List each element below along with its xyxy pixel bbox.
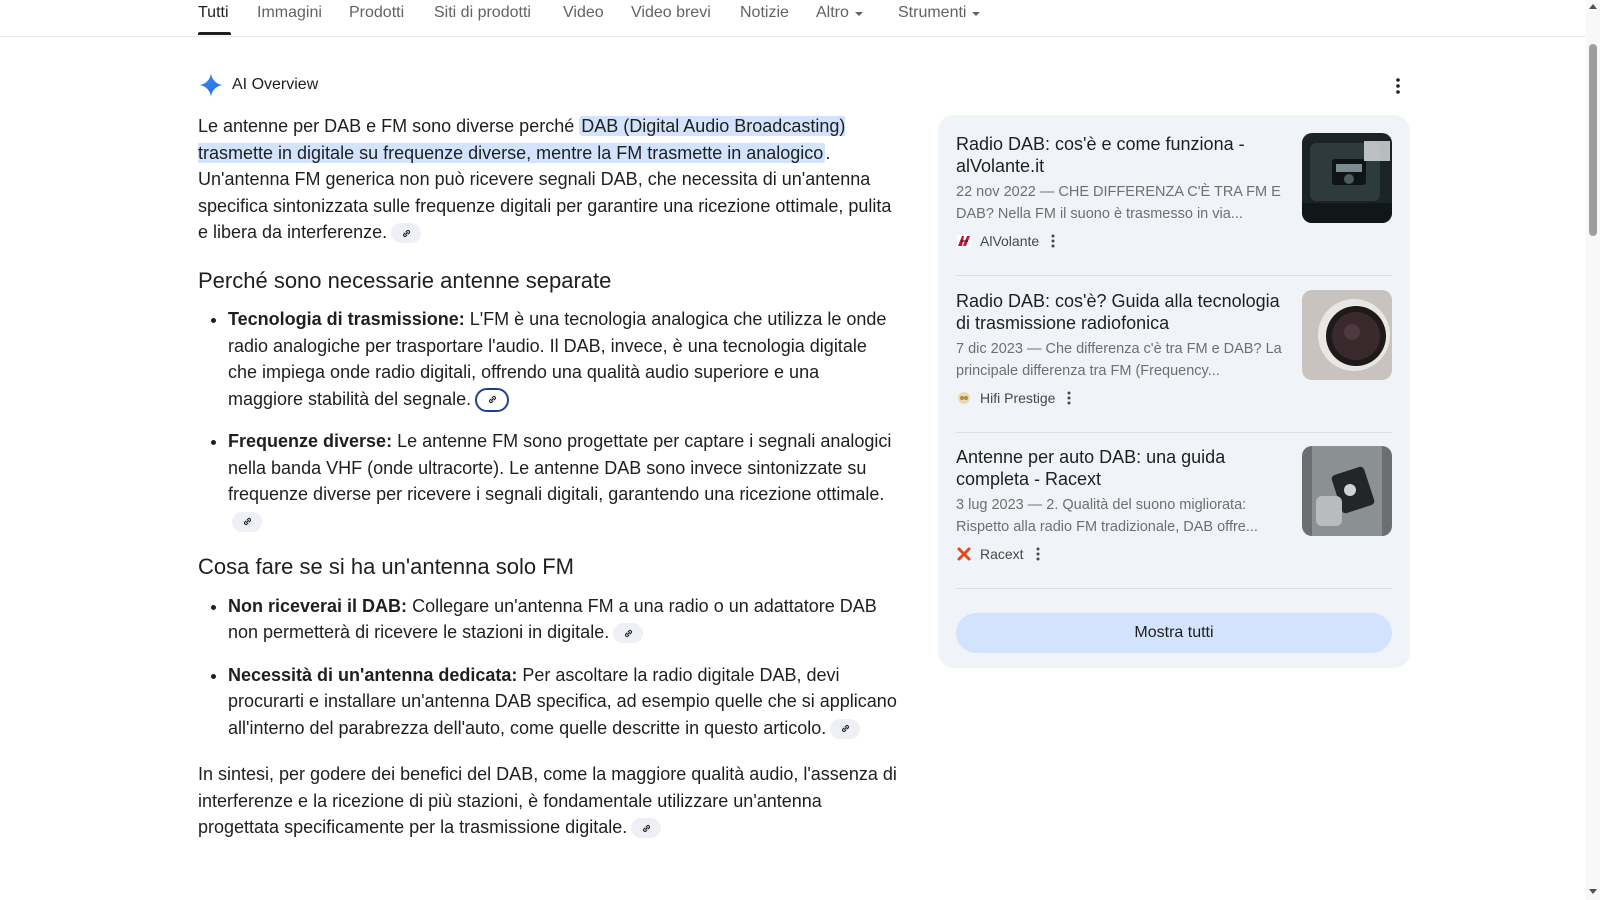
speaker-image-icon [1302, 290, 1392, 380]
link-icon [840, 723, 851, 734]
show-all-button[interactable]: Mostra tutti [956, 613, 1392, 653]
tab-all[interactable] [198, 4, 229, 22]
gemini-sparkle-icon [198, 72, 224, 98]
intro-text: Le antenne per DAB e FM sono diverse perché [198, 116, 580, 136]
source-site-name: Hifi Prestige [980, 390, 1056, 406]
scroll-up-arrow-icon[interactable] [1589, 4, 1597, 9]
sources-panel [938, 115, 1410, 668]
list-item [228, 306, 898, 412]
source-snippet: 3 lug 2023 — 2. Qualità del suono migliorata: Rispetto alla radio FM tradizionale, DAB offre... [956, 497, 1258, 535]
source-card[interactable] [956, 272, 1392, 432]
source-thumbnail[interactable] [1302, 290, 1392, 380]
intro-paragraph [198, 113, 898, 246]
source-site [956, 390, 1075, 406]
tab-label: Video brevi [631, 4, 711, 21]
section-heading: Perché sono necessarie antenne separate [198, 267, 612, 293]
active-tab-indicator [198, 32, 231, 35]
summary-text: In sintesi, per godere dei benefici del DAB, come la maggiore qualità audio, l'assenza di interferenze e la ricezione di più stazioni, è fondamentale utilizzare un'antenna progettata specificamente per la trasmissione digitale. [198, 764, 897, 837]
item-bold-label: Tecnologia di trasmissione: [228, 309, 465, 329]
tab-product-sites[interactable] [434, 4, 531, 22]
link-icon [641, 823, 652, 834]
source-title-link[interactable]: Radio DAB: cos'è? Guida alla tecnologia di trasmissione radiofonica [956, 291, 1280, 333]
source-site-name: Racext [980, 546, 1024, 562]
search-tabs-bar [0, 0, 1586, 37]
tab-images[interactable] [257, 4, 322, 22]
hifi-prestige-favicon-icon [956, 390, 972, 406]
scrollbar-thumb[interactable] [1589, 44, 1597, 236]
tab-short-videos[interactable] [631, 4, 711, 22]
tab-label: Immagini [257, 4, 322, 21]
source-options-icon[interactable] [1047, 233, 1059, 249]
summary-paragraph [198, 761, 898, 841]
source-thumbnail[interactable] [1302, 446, 1392, 536]
more-options-icon[interactable] [1390, 76, 1406, 96]
list-item [228, 593, 898, 646]
tab-label: Siti di prodotti [434, 4, 531, 21]
citation-link-button[interactable] [631, 818, 661, 838]
item-bold-label: Frequenze diverse: [228, 431, 393, 451]
list-item [228, 428, 898, 534]
antenna-product-image-icon [1302, 446, 1392, 536]
item-bold-label: Necessità di un'antenna dedicata: [228, 664, 518, 685]
source-snippet: 22 nov 2022 — CHE DIFFERENZA C'È TRA FM E DAB? Nella FM il suono è trasmesso in via... [956, 184, 1281, 222]
tab-news[interactable] [740, 4, 789, 22]
alvolante-favicon-icon [956, 233, 972, 249]
source-site [956, 233, 1059, 249]
item-text: Collegare un'antenna FM a una radio o un adattatore DAB non permetterà di ricevere le stazioni in digitale. [228, 595, 877, 642]
section-heading: Cosa fare se si ha un'antenna solo FM [198, 554, 574, 579]
source-title-link[interactable]: Antenne per auto DAB: una guida completa - Racext [956, 447, 1226, 489]
tab-label: Tutti [198, 4, 229, 21]
list-item [228, 662, 898, 742]
tab-more[interactable] [816, 4, 863, 22]
car-radio-image-icon [1302, 133, 1392, 223]
source-site [956, 546, 1044, 562]
ai-overview-title: AI Overview [232, 76, 319, 93]
racext-favicon-icon [956, 546, 972, 562]
bullet-list [198, 306, 898, 534]
highlighted-text: DAB (Digital Audio Broadcasting) trasmette in digitale su frequenze diverse, mentre la FM trasmette in analogico [198, 116, 846, 163]
citation-link-button[interactable] [830, 719, 860, 739]
tab-video[interactable] [563, 4, 604, 22]
scroll-down-arrow-icon[interactable] [1589, 889, 1597, 894]
source-snippet: 7 dic 2023 — Che differenza c'è tra FM e DAB? La principale differenza tra FM (Frequency... [956, 341, 1282, 379]
tab-label: Strumenti [898, 4, 967, 21]
source-thumbnail[interactable] [1302, 133, 1392, 223]
source-card[interactable] [956, 428, 1392, 588]
tab-label: Altro [816, 4, 849, 21]
tab-tools[interactable] [898, 4, 980, 22]
divider [956, 588, 1392, 589]
citation-link-button[interactable] [391, 223, 421, 243]
intro-text-end: . Un'antenna FM generica non può ricevere segnali DAB, che necessita di un'antenna specifica sintonizzata sulle frequenze digitali per garantire una ricezione ottimale, pulita e libera da interferenze. [198, 142, 892, 242]
ai-overview-header [198, 72, 318, 98]
source-title-link[interactable]: Radio DAB: cos'è e come funziona - alVolante.it [956, 134, 1245, 176]
item-text: Per ascoltare la radio digitale DAB, devi procurarti e installare un'antenna DAB specifica, ad esempio quelle che si applicano all'interno del parabrezza dell'auto, come quelle descritte in questo articolo. [228, 664, 897, 738]
tab-label: Prodotti [349, 4, 405, 21]
source-options-icon[interactable] [1032, 546, 1044, 562]
link-icon [242, 516, 253, 527]
tab-products[interactable] [349, 4, 404, 22]
citation-link-button[interactable] [232, 512, 262, 532]
tab-label: Video [563, 4, 604, 21]
caret-down-icon [972, 12, 980, 16]
item-text: Le antenne FM sono progettate per captare i segnali analogici nella banda VHF (onde ultracorte). Le antenne DAB sono invece sintonizzate su frequenze diverse per ricevere i segnali digitali, garantendo una ricezione ottimale. [228, 431, 892, 504]
link-icon [401, 228, 412, 239]
source-card[interactable] [956, 115, 1392, 275]
tab-label: Notizie [740, 4, 789, 21]
source-site-name: AlVolante [980, 233, 1040, 249]
link-icon [623, 628, 634, 639]
page-scrollbar[interactable] [1586, 0, 1600, 900]
item-bold-label: Non riceverai il DAB: [228, 595, 408, 616]
ai-overview-body [198, 113, 898, 841]
item-text: L'FM è una tecnologia analogica che utilizza le onde radio analogiche per trasportare l'audio. Il DAB, invece, è una tecnologia digitale che impiega onde radio digitali, offrendo una qualità audio superiore e una maggiore stabilità del segnale. [228, 309, 887, 409]
source-options-icon[interactable] [1063, 390, 1075, 406]
link-icon [487, 394, 498, 405]
bullet-list [198, 593, 898, 742]
caret-down-icon [855, 12, 863, 16]
citation-link-button[interactable] [475, 388, 509, 412]
citation-link-button[interactable] [613, 623, 643, 643]
